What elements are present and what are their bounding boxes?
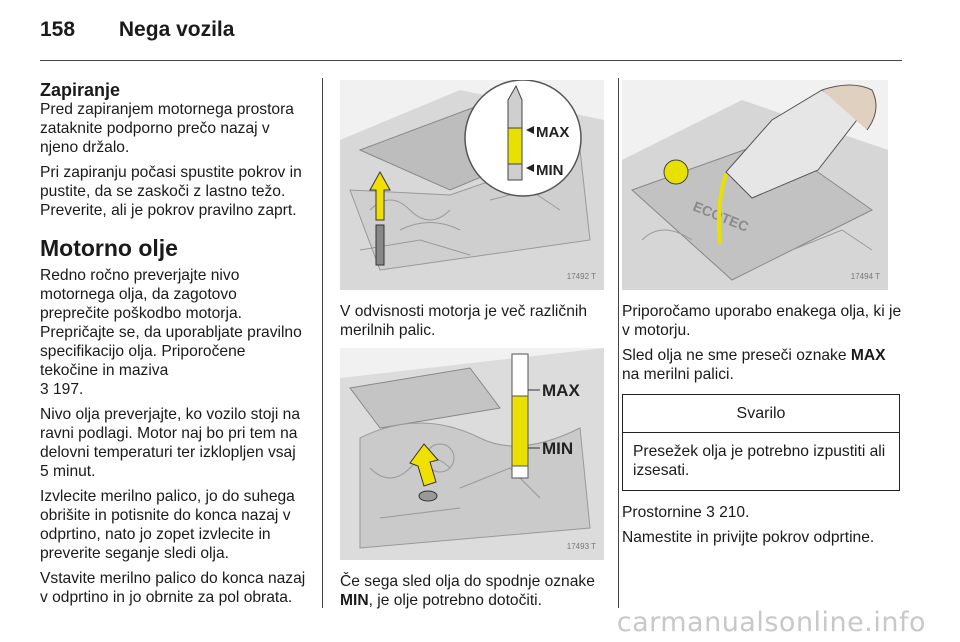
oil-level-mark	[512, 396, 528, 466]
page-header	[40, 18, 234, 42]
column-1	[40, 80, 306, 613]
min-label: MIN	[542, 439, 574, 458]
zapiranje-paragraph-1: Pred zapiranjem motornega prostora zataknite podporno prečo nazaj v njeno držalo.	[40, 101, 294, 156]
column-2	[340, 80, 608, 616]
figure-code-2: 17493 T	[566, 542, 596, 551]
oil-cap-icon	[664, 160, 688, 184]
dipstick-figure-2	[340, 348, 604, 560]
page-number: 158	[40, 18, 76, 41]
col3-paragraph-1: Priporočamo uporabo enakega olja, ki je v motorju.	[622, 303, 902, 339]
page-title: Nega vozila	[118, 18, 235, 41]
warning-title: Svarilo	[623, 395, 899, 433]
max-label: MAX	[542, 381, 580, 400]
column-divider-1	[322, 78, 323, 608]
col3-paragraph-3: Prostornine 3 210.	[622, 504, 750, 521]
olje-paragraph-3: Izvlecite merilno palico, jo do suhega obrišite in potisnite do konca nazaj v odprtino, nato jo zopet izvlecite in preverite seganje sledi olja.	[40, 488, 295, 562]
figure-code-1: 17492 T	[566, 272, 596, 281]
olje-paragraph-2: Nivo olja preverjajte, ko vozilo stoji na ravni podlagi. Motor naj bo pri tem na delovni temperaturi ter izklopljen vsaj 5 minut.	[40, 406, 301, 480]
ecotec-brand: ECOTEC	[690, 197, 751, 235]
zapiranje-heading: Zapiranje	[40, 80, 121, 100]
olje-paragraph-4: Vstavite merilno palico do konca nazaj v odprtino in jo obrnite za pol obrata.	[40, 570, 306, 606]
olje-paragraph-1: Redno ročno preverjajte nivo motornega olja, da zagotovo preprečite poškodbo motorja. Prepričajte se, da uporabljate pravilno specifikacijo olja. Priporočene tekočine in maziva 3 197.	[40, 267, 302, 398]
engine-illustration-2	[340, 348, 604, 560]
zapiranje-paragraph-2: Pri zapiranju počasi spustite pokrov in pustite, da se zaskoči z lastno težo. Preverite, ali je pokrov pravilno zaprt.	[40, 164, 302, 219]
warning-box	[622, 394, 900, 491]
figure-code-3: 17494 T	[850, 272, 880, 281]
engine-illustration-1	[340, 80, 604, 290]
column-divider-2	[618, 78, 619, 608]
dipstick-figure-1	[340, 80, 604, 290]
page-reference-link[interactable]: 3 197.	[40, 381, 84, 398]
engine-illustration-3	[622, 80, 888, 290]
col2-paragraph-1: V odvisnosti motorja je več različnih merilnih palic.	[340, 303, 588, 339]
min-label: MIN	[536, 162, 564, 179]
column-3	[622, 80, 902, 553]
col3-paragraph-4: Namestite in privijte pokrov odprtine.	[622, 529, 875, 546]
oil-level-mark	[508, 128, 522, 164]
motorno-olje-heading: Motorno olje	[40, 235, 178, 261]
col3-paragraph-2: Sled olja ne sme preseči oznake MAX na merilni palici.	[622, 347, 886, 383]
max-label: MAX	[536, 124, 570, 141]
warning-body: Presežek olja je potrebno izpustiti ali izsesati.	[633, 443, 886, 479]
watermark: carmanualsonline.info	[616, 607, 926, 638]
header-rule	[40, 60, 902, 61]
oil-filling-figure	[622, 80, 888, 290]
col2-paragraph-2: Če sega sled olja do spodnje oznake MIN, je olje potrebno dotočiti.	[340, 573, 595, 609]
